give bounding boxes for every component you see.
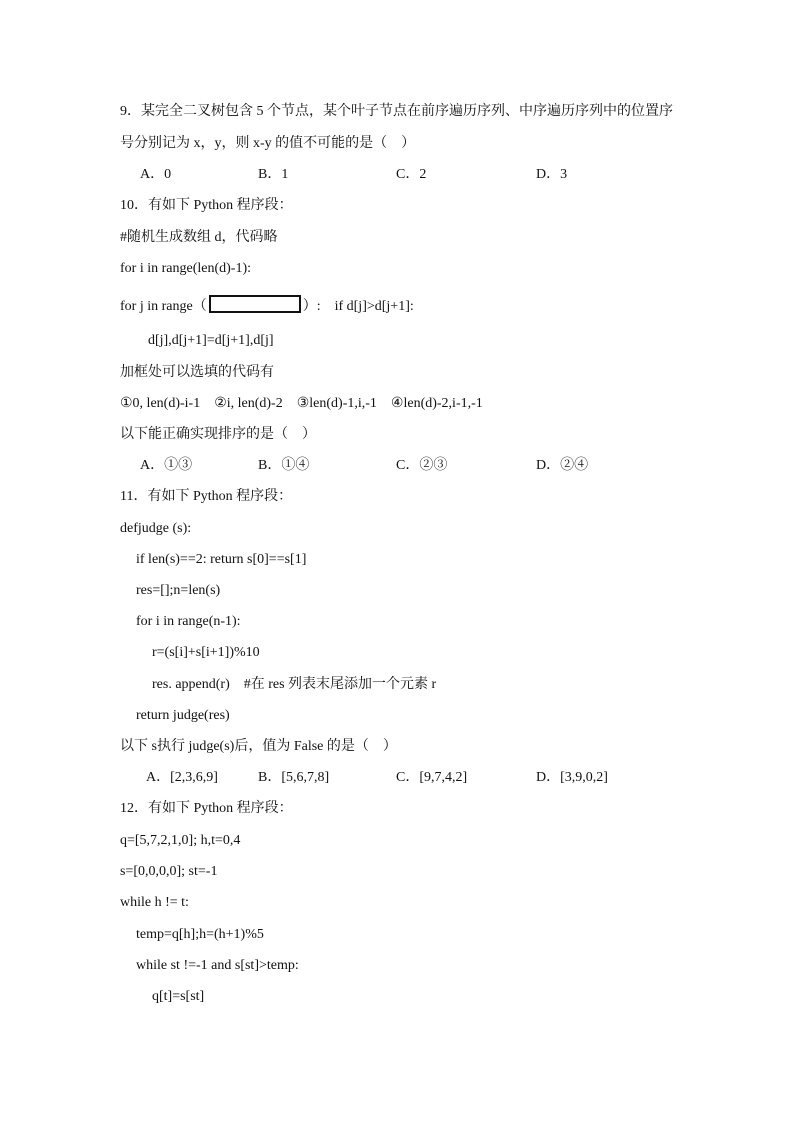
q11-code-line: defjudge (s): — [120, 521, 192, 536]
q9-option-d: D．3 — [536, 167, 568, 182]
q11-code-line: res=[];n=len(s) — [136, 583, 221, 598]
q9-stem-line1: 9．某完全二叉树包含 5 个节点，某个叶子节点在前序遍历序列、中序遍历序列中的位置序 — [120, 104, 673, 119]
q11-stem: 11．有如下 Python 程序段： — [120, 489, 293, 504]
q9-stem-line2: 号分别记为 x，y，则 x-y 的值不可能的是（ ） — [120, 136, 416, 151]
q12-code-line: while st !=-1 and s[st]>temp: — [136, 958, 299, 973]
q9-option-b: B．1 — [258, 167, 289, 182]
q11-code-line: r=(s[i]+s[i+1])%10 — [152, 645, 260, 660]
q12-code-line: q=[5,7,2,1,0]; h,t=0,4 — [120, 833, 241, 848]
q9-option-a: A．0 — [140, 167, 172, 182]
q12-code-line: temp=q[h];h=(h+1)%5 — [136, 927, 264, 942]
q10-choices: ①0, len(d)-i-1 ②i, len(d)-2 ③len(d)-1,i,-1 ④len(d)-2,i-1,-1 — [120, 396, 483, 411]
q11-question: 以下 s执行 judge(s)后，值为 False 的是（ ） — [120, 739, 397, 754]
q12-code-line: while h != t: — [120, 895, 189, 910]
q10-option-b: B．①④ — [258, 458, 310, 473]
q12-code-line: q[t]=s[st] — [152, 989, 205, 1004]
q10-question: 以下能正确实现排序的是（ ） — [120, 427, 316, 442]
q10-code-line3-suffix: ）: if d[j]>d[j+1]: — [302, 299, 414, 314]
q10-option-a: A．①③ — [140, 458, 193, 473]
q10-code-line1: #随机生成数组 d，代码略 — [120, 230, 278, 245]
q10-code-line4: d[j],d[j+1]=d[j+1],d[j] — [148, 333, 274, 348]
q10-stem: 10．有如下 Python 程序段： — [120, 198, 293, 213]
q12-stem: 12．有如下 Python 程序段： — [120, 801, 293, 816]
q10-code-line2: for i in range(len(d)-1): — [120, 261, 251, 276]
q11-option-a: A．[2,3,6,9] — [146, 770, 218, 785]
q11-option-d: D．[3,9,0,2] — [536, 770, 608, 785]
q10-option-c: C．②③ — [396, 458, 448, 473]
q11-code-line: for i in range(n-1): — [136, 614, 241, 629]
q10-option-d: D．②④ — [536, 458, 589, 473]
q10-fill-blank-box — [209, 295, 301, 313]
q9-option-c: C．2 — [396, 167, 427, 182]
q11-option-c: C．[9,7,4,2] — [396, 770, 468, 785]
q10-code-line3 — [120, 295, 414, 316]
q11-code-line: if len(s)==2: return s[0]==s[1] — [136, 552, 307, 567]
q12-code-line: s=[0,0,0,0]; st=-1 — [120, 864, 218, 879]
q11-code-line: res. append(r) #在 res 列表末尾添加一个元素 r — [152, 677, 437, 692]
q10-prompt: 加框处可以选填的代码有 — [120, 365, 274, 380]
q11-option-b: B．[5,6,7,8] — [258, 770, 330, 785]
q11-code-line: return judge(res) — [136, 708, 230, 723]
q10-code-line3-prefix: for j in range（ — [120, 299, 207, 314]
